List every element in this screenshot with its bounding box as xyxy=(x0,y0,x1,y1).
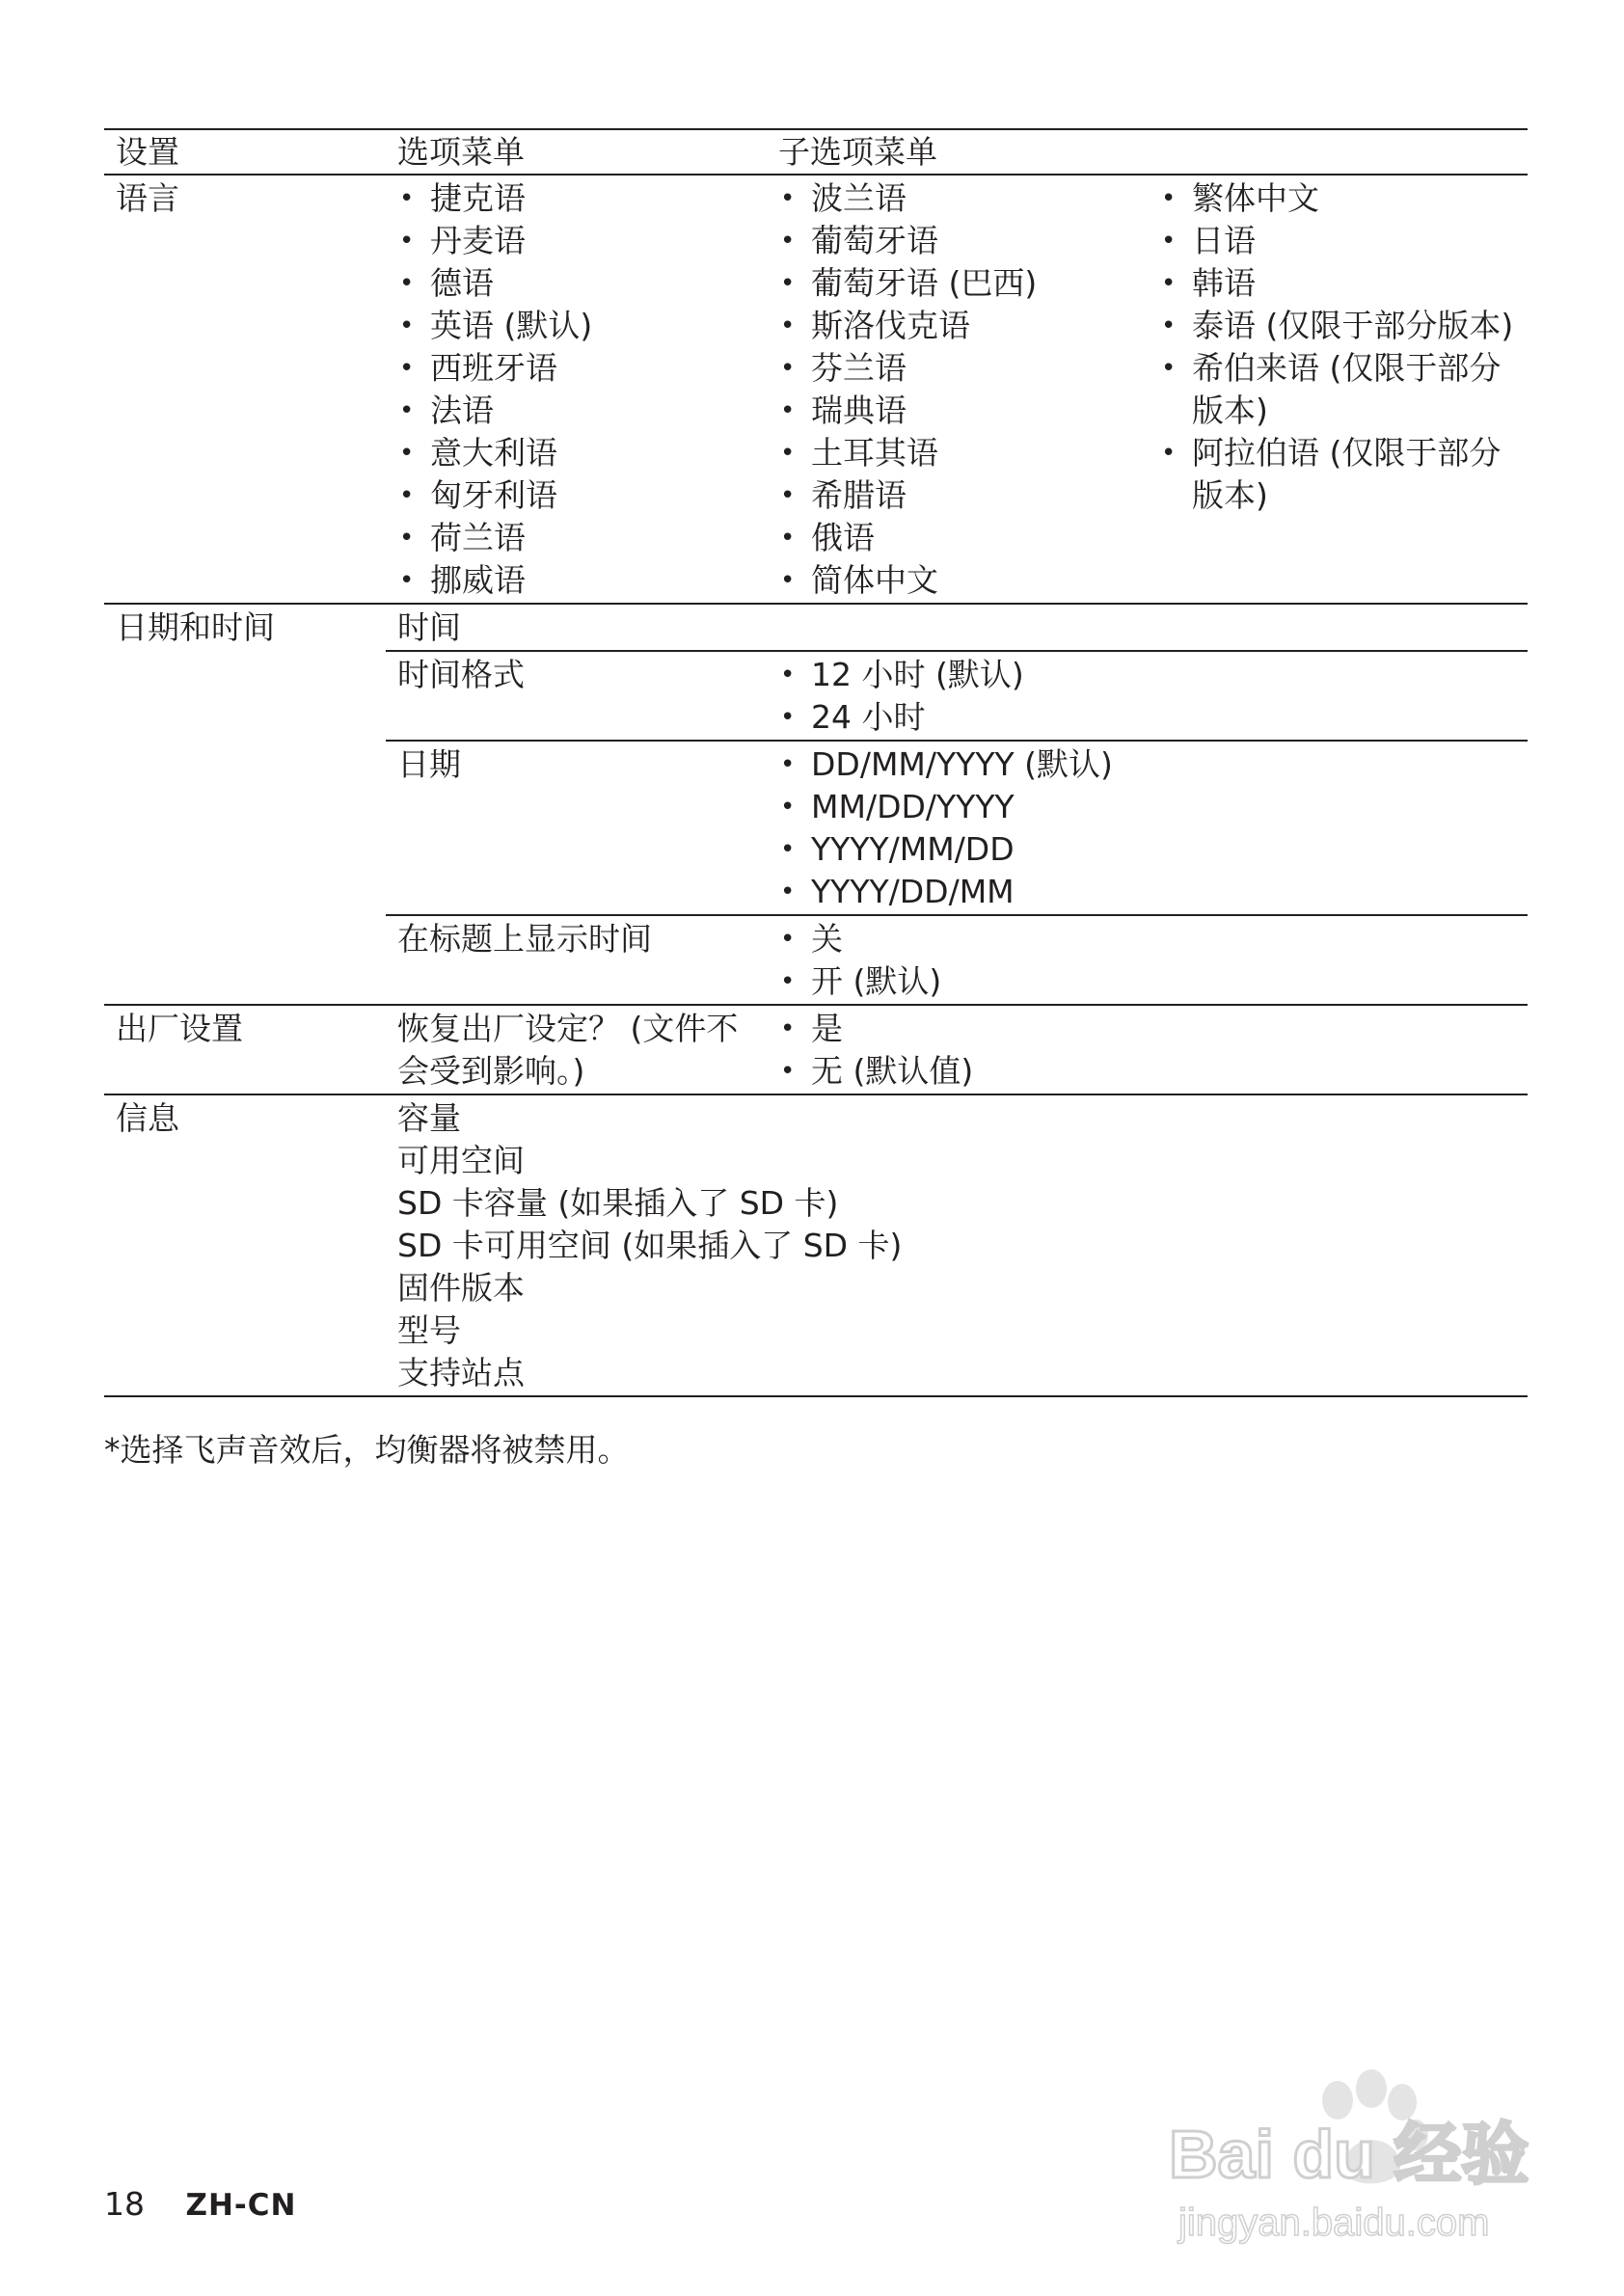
language-list-c xyxy=(1148,175,1528,604)
list-item: • 波兰语 xyxy=(778,177,1148,220)
table-row-factory xyxy=(104,1005,1528,1094)
option-date: 日期 xyxy=(386,741,767,915)
list-item: • 希伯来语 (仅限于部分版本) xyxy=(1159,347,1528,432)
header-sub-options: 子选项菜单 xyxy=(778,133,937,171)
language-list-a xyxy=(386,175,767,604)
header-settings: 设置 xyxy=(116,133,179,171)
watermark-brand: Bai du 经验 xyxy=(1169,2117,1529,2192)
language-list-b xyxy=(767,175,1148,604)
table-row-time xyxy=(104,604,1528,651)
option-factory-reset: 恢复出厂设定？ (文件不会受到影响。) xyxy=(397,1010,739,1090)
factory-choices xyxy=(767,1005,1528,1094)
table-row-info xyxy=(104,1094,1528,1396)
option-time: 时间 xyxy=(386,604,1528,651)
list-item: • 英语 (默认) xyxy=(397,305,767,347)
list-item: 可用空间 xyxy=(397,1142,525,1179)
info-items xyxy=(386,1094,1528,1396)
list-item: SD 卡可用空间 (如果插入了 SD 卡) xyxy=(397,1227,903,1264)
header-options: 选项菜单 xyxy=(397,133,525,171)
list-item: • 开 (默认) xyxy=(778,960,1528,1003)
list-item: • 德语 xyxy=(397,262,767,305)
table-header-row xyxy=(104,129,1528,175)
list-item: • 阿拉伯语 (仅限于部分版本) xyxy=(1159,432,1528,517)
list-item: • YYYY/DD/MM xyxy=(778,871,1528,913)
row-label-language: 语言 xyxy=(116,179,179,217)
list-item: 固件版本 xyxy=(397,1269,525,1307)
footnote: *选择飞声音效后，均衡器将被禁用。 xyxy=(104,1431,630,1469)
list-item: • 丹麦语 xyxy=(397,220,767,262)
list-item: • 24 小时 xyxy=(778,696,1528,739)
row-label-info: 信息 xyxy=(116,1099,179,1137)
time-format-options xyxy=(767,651,1528,741)
list-item: • 芬兰语 xyxy=(778,347,1148,390)
list-item: • 法语 xyxy=(397,390,767,432)
list-item: • 荷兰语 xyxy=(397,517,767,559)
list-item: • 日语 xyxy=(1159,220,1528,262)
table-row-language xyxy=(104,175,1528,604)
list-item: • 土耳其语 xyxy=(778,432,1148,474)
watermark-url: jingyan.baidu.com xyxy=(1178,2201,1490,2244)
list-item: SD 卡容量 (如果插入了 SD 卡) xyxy=(397,1184,839,1222)
list-item: • 葡萄牙语 (巴西) xyxy=(778,262,1148,305)
title-time-options xyxy=(767,915,1528,1005)
list-item: • 斯洛伐克语 xyxy=(778,305,1148,347)
list-item: • 韩语 xyxy=(1159,262,1528,305)
page-footer xyxy=(104,2183,296,2227)
list-item: • 简体中文 xyxy=(778,559,1148,602)
list-item: • 俄语 xyxy=(778,517,1148,559)
list-item: • 希腊语 xyxy=(778,474,1148,517)
list-item: • 意大利语 xyxy=(397,432,767,474)
list-item: • MM/DD/YYYY xyxy=(778,786,1528,828)
list-item: • 无 (默认值) xyxy=(778,1050,1528,1093)
baidu-jingyan-watermark xyxy=(1140,2062,1545,2255)
row-label-datetime: 日期和时间 xyxy=(116,608,275,646)
list-item: 支持站点 xyxy=(397,1354,525,1391)
row-label-factory: 出厂设置 xyxy=(116,1010,243,1047)
list-item: • 繁体中文 xyxy=(1159,177,1528,220)
date-options xyxy=(767,741,1528,915)
list-item: • DD/MM/YYYY (默认) xyxy=(778,743,1528,786)
list-item: • 瑞典语 xyxy=(778,390,1148,432)
option-time-format: 时间格式 xyxy=(386,651,767,741)
list-item: • 捷克语 xyxy=(397,177,767,220)
language-code: ZH-CN xyxy=(185,2188,297,2223)
list-item: • YYYY/MM/DD xyxy=(778,828,1528,871)
list-item: • 泰语 (仅限于部分版本) xyxy=(1159,305,1528,347)
list-item: • 关 xyxy=(778,918,1528,960)
list-item: • 是 xyxy=(778,1008,1528,1050)
page-number: 18 xyxy=(104,2185,145,2223)
option-title-time: 在标题上显示时间 xyxy=(397,920,652,958)
list-item: 容量 xyxy=(397,1099,461,1137)
list-item: • 西班牙语 xyxy=(397,347,767,390)
settings-table xyxy=(104,128,1528,1397)
list-item: • 挪威语 xyxy=(397,559,767,602)
list-item: 型号 xyxy=(397,1311,461,1349)
list-item: • 匈牙利语 xyxy=(397,474,767,517)
list-item: • 12 小时 (默认) xyxy=(778,654,1528,696)
list-item: • 葡萄牙语 xyxy=(778,220,1148,262)
